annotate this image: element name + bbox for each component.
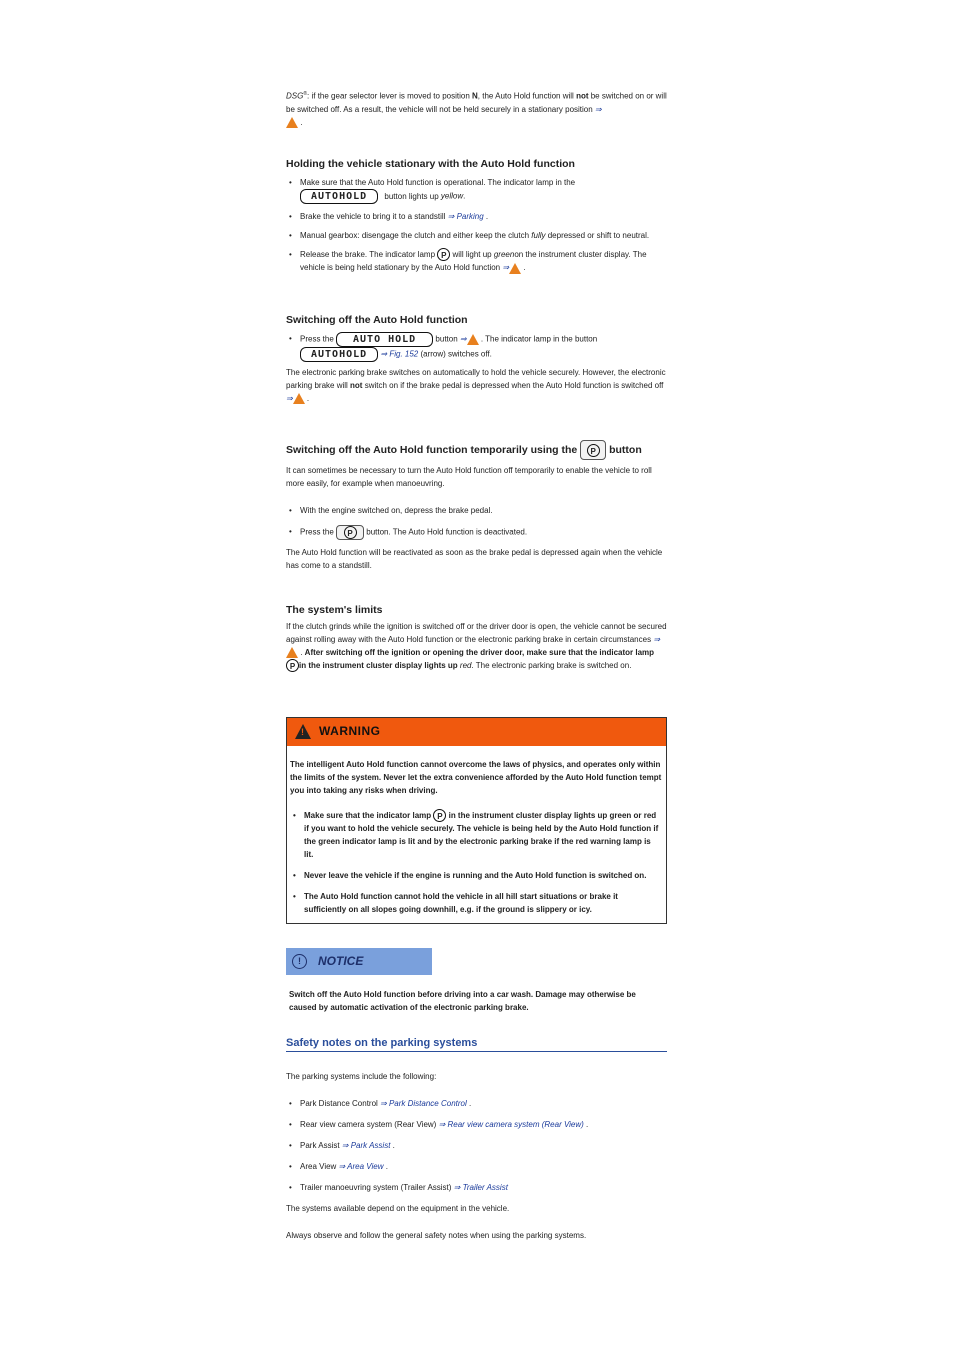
warning-header <box>287 718 666 746</box>
list-item <box>286 210 667 223</box>
text: button lights up <box>384 191 441 201</box>
paragraph: The Auto Hold function will be reactivated as soon as the brake pedal is depressed again when the vehicle has come to a standstill. <box>286 548 663 570</box>
text: Area View <box>300 1162 339 1171</box>
text: Press the <box>300 527 337 537</box>
paragraph: Always observe and follow the general safety notes when using the parking systems. <box>286 1231 587 1240</box>
section-title: The system's limits <box>286 604 383 616</box>
warning-intro: The intelligent Auto Hold function cannot overcome the laws of physics, and operates only within the limits of the system. Never let the extra convenience afforded by the Auto Hold function tempt you into taking any risks when driving. <box>290 760 662 795</box>
list-item: • With the engine switched on, depress the brake pedal. <box>286 504 667 517</box>
list-item <box>286 176 667 204</box>
text: be switched on or will be switched off. As a result, the vehicle will not be held securely in a stationary position <box>286 91 667 114</box>
list-item: • Never leave the vehicle if the engine is running and the Auto Hold function is switched on. <box>290 869 662 882</box>
paragraph: The parking systems include the following: <box>286 1072 437 1081</box>
paragraph <box>286 366 667 405</box>
text: . <box>483 212 489 221</box>
list-item <box>286 229 667 242</box>
text: Make sure that the indicator lamp <box>304 811 434 820</box>
text: : if the gear selector lever is moved to position <box>307 91 472 101</box>
text: . <box>463 191 466 201</box>
park-distance-control-link[interactable]: ⇒ Park Distance Control <box>380 1099 467 1108</box>
text: green <box>493 250 515 259</box>
section-heading-parking-systems: Safety notes on the parking systems <box>286 1037 667 1052</box>
text: . The indicator lamp in the button <box>478 334 598 344</box>
text: . <box>466 1099 472 1108</box>
list-item <box>286 1139 667 1152</box>
warning-box <box>286 717 667 924</box>
text: yellow <box>440 191 464 201</box>
text: button <box>609 443 642 456</box>
text: N <box>472 91 478 101</box>
section-title: Holding the vehicle stationary with the Auto Hold function <box>286 158 575 170</box>
figure-link[interactable]: ⇒ Fig. 152 <box>380 349 419 359</box>
auto-hold-lamp-icon: P <box>344 526 357 539</box>
warning-link[interactable]: ⇒ <box>286 394 293 403</box>
text: not <box>576 91 589 101</box>
warning-triangle-icon[interactable] <box>286 117 298 128</box>
warning-link[interactable]: ⇒ <box>502 263 510 273</box>
text: button. The Auto Hold function is deactivated. <box>364 527 528 537</box>
trailer-assist-link[interactable]: ⇒ Trailer Assist <box>453 1183 508 1192</box>
text: Rear view camera system (Rear View) <box>300 1120 439 1129</box>
paragraph <box>286 620 667 672</box>
text: Switching off the Auto Hold function temporarily using the <box>286 443 578 456</box>
text: on the instrument cluster display. The vehicle is being held stationary by the Auto Hold function <box>300 250 647 273</box>
text: Release the brake. The indicator lamp <box>300 250 438 259</box>
text: switch on if the brake pedal is depressed when the Auto Hold function is switched off <box>362 381 664 390</box>
text: . <box>300 117 303 127</box>
section-parking-systems <box>286 1070 667 1242</box>
registered-mark: ® <box>303 91 308 97</box>
exclamation-icon: ! <box>292 954 307 969</box>
list-item <box>286 1160 667 1173</box>
text: Manual gearbox: disengage the clutch and either keep the clutch <box>300 231 532 240</box>
paragraph: The systems available depend on the equipment in the vehicle. <box>286 1204 510 1213</box>
text: in the instrument cluster display lights up green or red if you want to hold the vehicle securely. The vehicle is being held by the Auto Hold function if the green indicator lamp is lit and by the electronic parking brake if the red warning lamp is lit. <box>304 811 659 860</box>
warning-link[interactable]: ⇒ <box>653 635 661 644</box>
text: (arrow) switches off. <box>418 349 492 359</box>
autohold-button-icon: AUTOHOLD <box>300 189 378 204</box>
text: Press the <box>300 334 337 344</box>
auto-hold-lamp-icon: P <box>286 659 299 672</box>
text: button <box>433 334 460 344</box>
autohold-button-icon: AUTO HOLD <box>336 332 433 347</box>
warning-link[interactable]: ⇒ <box>459 334 467 344</box>
section-title <box>286 440 667 460</box>
text: . <box>390 1141 395 1150</box>
list-item <box>290 809 662 861</box>
auto-hold-lamp-icon: P <box>587 444 600 457</box>
section-temporarily <box>286 440 667 572</box>
list-item: • The Auto Hold function cannot hold the vehicle in all hill start situations or brake it sufficiently on all slopes going downhill, e.g. if the ground is slippery or icy. <box>290 890 662 916</box>
list-item <box>286 525 667 540</box>
text: depressed or shift to neutral. <box>545 231 650 240</box>
text: . <box>521 263 526 273</box>
warning-triangle-icon[interactable] <box>467 334 479 345</box>
text: Brake the vehicle to bring it to a standstill <box>300 212 448 221</box>
paragraph: It can sometimes be necessary to turn the Auto Hold function off temporarily to enable the vehicle to roll more easily, for example when manoeuvring. <box>286 466 652 488</box>
auto-hold-lamp-icon: P <box>437 248 450 261</box>
text: will light up <box>450 250 494 259</box>
text: red <box>459 661 472 670</box>
text: in the instrument cluster display lights up <box>299 661 460 670</box>
autohold-button-icon: AUTOHOLD <box>300 347 378 362</box>
text: . <box>298 648 305 657</box>
notice-header <box>286 948 432 975</box>
text: Park Distance Control <box>300 1099 381 1108</box>
text: The electronic parking brake switches on automatically to hold the vehicle securely. However, the electronic parking brake will <box>286 368 666 390</box>
intro-paragraph <box>286 88 667 129</box>
list-item <box>286 1181 667 1194</box>
p-button-icon <box>336 525 364 540</box>
parking-link[interactable]: ⇒ Parking <box>447 212 484 221</box>
area-view-link[interactable]: ⇒ Area View <box>338 1162 384 1171</box>
auto-hold-lamp-icon: P <box>433 809 446 822</box>
text: . <box>583 1120 589 1129</box>
list-item <box>286 1118 667 1131</box>
text: . The electronic parking brake is switched on. <box>471 661 632 670</box>
notice-text: Switch off the Auto Hold function before driving into a car wash. Damage may otherwise be caused by automatic activation of the electronic parking brake. <box>289 990 636 1012</box>
text: After switching off the ignition or opening the driver door, make sure that the indicator lamp <box>304 648 655 657</box>
text: Park Assist <box>300 1141 342 1150</box>
section-title: Switching off the Auto Hold function <box>286 314 468 326</box>
list-item <box>286 248 667 274</box>
section-holding <box>286 158 667 274</box>
warning-triangle-icon[interactable] <box>286 647 298 658</box>
list-item <box>286 1097 667 1110</box>
notice-label: NOTICE <box>318 954 364 968</box>
list-item <box>286 332 667 362</box>
text: Make sure that the Auto Hold function is operational. The indicator lamp in the <box>300 178 576 187</box>
text: Trailer manoeuvring system (Trailer Assist) <box>300 1183 454 1192</box>
section-switching-off <box>286 314 667 405</box>
warning-triangle-icon <box>295 724 311 739</box>
text: . <box>304 394 310 403</box>
text: , the Auto Hold function will <box>477 91 577 101</box>
text: not <box>350 381 363 390</box>
text: If the clutch grinds while the ignition is switched off or the driver door is open, the vehicle cannot be secured against rolling away with the Auto Hold function or the electronic parking brake in certain circumstances <box>286 622 667 644</box>
warning-triangle-icon[interactable] <box>509 263 521 274</box>
warning-triangle-icon[interactable] <box>293 393 305 404</box>
p-button-icon <box>580 440 606 460</box>
warning-link[interactable]: ⇒ <box>594 104 602 114</box>
text: . <box>383 1162 388 1171</box>
notice-body <box>289 980 659 1022</box>
text: fully <box>531 231 546 240</box>
dsg-label: DSG <box>286 91 304 101</box>
warning-label: WARNING <box>319 724 381 738</box>
section-limits <box>286 604 667 672</box>
rear-view-link[interactable]: ⇒ Rear view camera system (Rear View) <box>438 1120 584 1129</box>
park-assist-link[interactable]: ⇒ Park Assist <box>341 1141 391 1150</box>
